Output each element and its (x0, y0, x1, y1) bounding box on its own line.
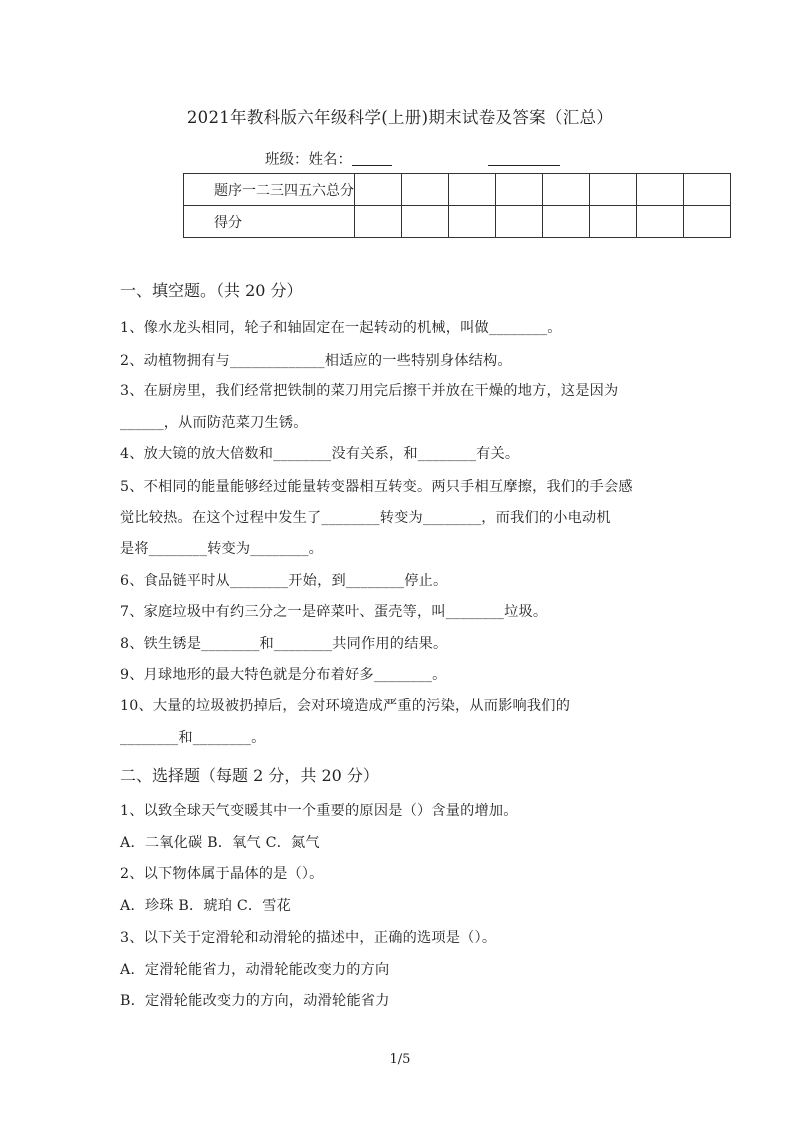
section-heading-fill-blank: 一、填空题。（共 20 分） (120, 281, 303, 300)
question-order-label: 题序一二三四五六总分 (184, 174, 355, 206)
page-number: 1/5 (389, 1052, 411, 1067)
question-line: 1、像水龙头相同，轮子和轴固定在一起转动的机械，叫做________。 (120, 320, 562, 336)
choice-line: B．定滑轮能改变力的方向，动滑轮能省力 (120, 993, 390, 1009)
score-table (183, 173, 731, 238)
class-name-line (265, 148, 560, 169)
question-line: 7、家庭垃圾中有约三分之一是碎菜叶、蛋壳等，叫________垃圾。 (120, 604, 548, 620)
question-line: ________和________。 (120, 730, 266, 746)
question-line: 3、在厨房里，我们经常把铁制的菜刀用完后擦干并放在干燥的地方，这是因为 (120, 383, 619, 399)
question-line: 2、动植物拥有与_____________相适应的一些特别身体结构。 (120, 353, 512, 369)
score-cell (543, 174, 590, 206)
question-line: ______，从而防范菜刀生锈。 (120, 415, 308, 431)
score-cell (590, 206, 637, 238)
choice-line: A．珍珠 B．琥珀 C．雪花 (120, 898, 292, 914)
name-blank[interactable] (352, 151, 392, 166)
score-cell (449, 206, 496, 238)
section-heading-multiple-choice: 二、选择题（每题 2 分，共 20 分） (120, 766, 379, 785)
choice-line: A．二氧化碳 B．氧气 C．氮气 (120, 835, 320, 851)
score-cell (684, 206, 731, 238)
score-cell (590, 174, 637, 206)
score-cell (355, 174, 402, 206)
score-cell (496, 174, 543, 206)
score-cell (684, 174, 731, 206)
class-name-label: 班级：姓名： (265, 152, 352, 168)
question-line: 9、月球地形的最大特色就是分布着好多________。 (120, 667, 447, 683)
question-line: 8、铁生锈是________和________共同作用的结果。 (120, 636, 448, 652)
question-line: 2、以下物体属于晶体的是（）。 (120, 866, 324, 882)
choice-line: A．定滑轮能省力，动滑轮能改变力的方向 (120, 962, 390, 978)
score-table-score-row (184, 206, 731, 238)
question-line: 6、食品链平时从________开始，到________停止。 (120, 573, 448, 589)
score-cell (637, 174, 684, 206)
score-table-header-row (184, 174, 731, 206)
class-blank[interactable] (488, 151, 560, 166)
score-cell (543, 206, 590, 238)
question-line: 5、不相同的能量能够经过能量转变器相互转变。两只手相互摩擦，我们的手会感 (120, 479, 633, 495)
question-line: 觉比较热。在这个过程中发生了________转变为________，而我们的小电动机 (120, 510, 611, 526)
question-line: 3、以下关于定滑轮和动滑轮的描述中，正确的选项是（）。 (120, 930, 497, 946)
score-cell (637, 206, 684, 238)
page-title: 2021年教科版六年级科学(上册)期末试卷及答案（汇总） (186, 108, 614, 127)
score-cell (402, 174, 449, 206)
score-label: 得分 (184, 206, 355, 238)
question-line: 1、以致全球天气变暖其中一个重要的原因是（）含量的增加。 (120, 803, 518, 819)
score-cell (355, 206, 402, 238)
score-cell (449, 174, 496, 206)
question-line: 是将________转变为________。 (120, 541, 324, 557)
score-cell (496, 206, 543, 238)
score-cell (402, 206, 449, 238)
question-line: 4、放大镜的放大倍数和________没有关系，和________有关。 (120, 446, 520, 462)
question-line: 10、大量的垃圾被扔掉后，会对环境造成严重的污染，从而影响我们的 (120, 698, 571, 714)
